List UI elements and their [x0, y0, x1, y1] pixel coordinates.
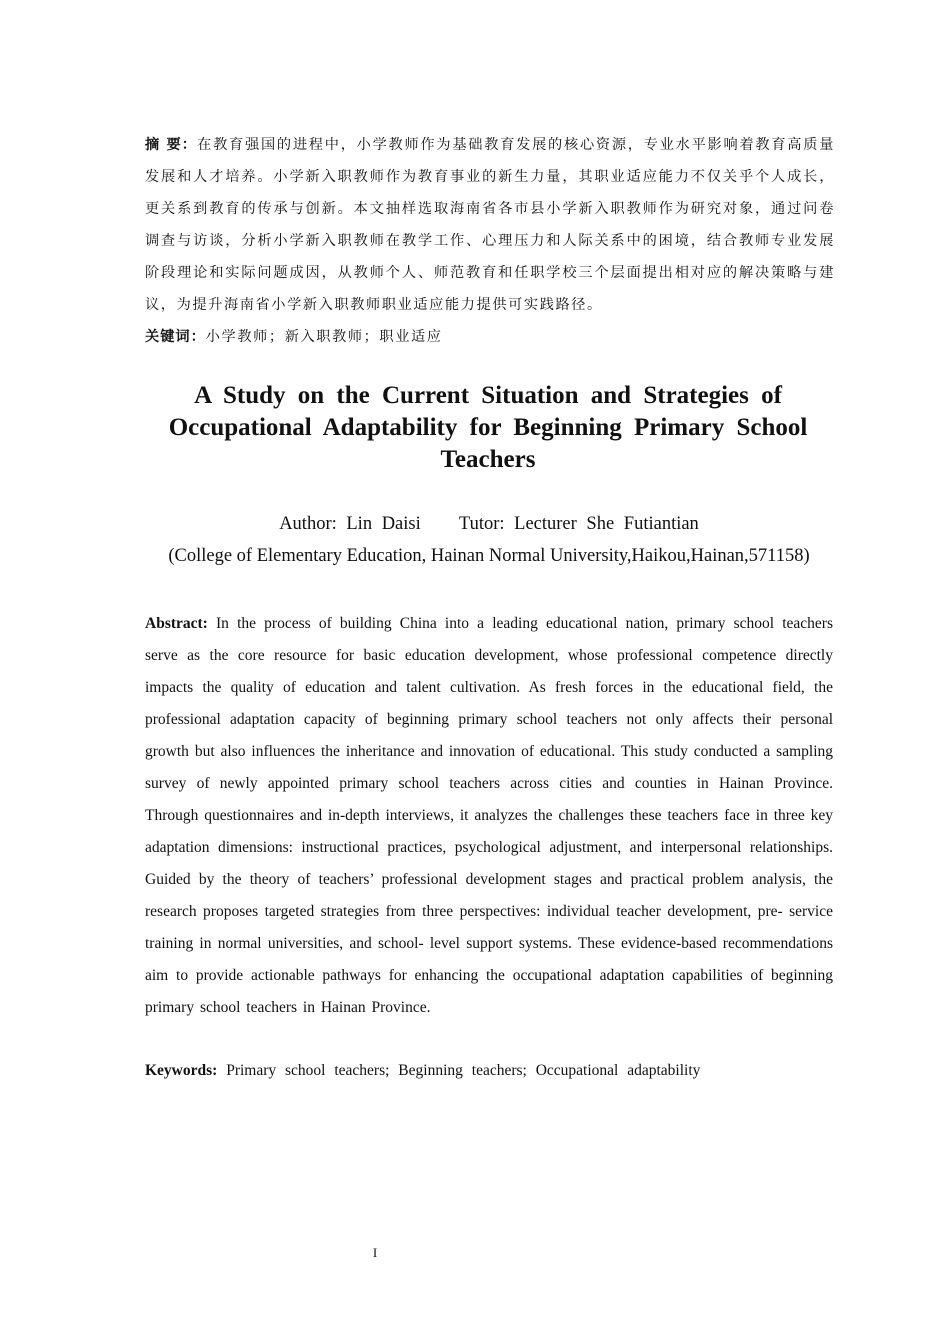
affiliation: (College of Elementary Education, Hainan Normal University,Haikou,Hainan,571158)	[168, 546, 810, 566]
author-label: Author:	[279, 514, 337, 534]
author-name: Lin Daisi	[346, 514, 421, 534]
english-abstract-label: Abstract:	[145, 615, 208, 632]
english-keywords-paragraph	[145, 1055, 833, 1087]
tutor-label: Tutor:	[458, 514, 505, 534]
page-number: I	[372, 1245, 378, 1260]
chinese-keywords-text: 小学教师；新入职教师；职业适应	[205, 329, 443, 345]
english-abstract-paragraph	[145, 608, 833, 1024]
english-keywords-text: Primary school teachers; Beginning teachers; Occupational adaptability	[226, 1062, 701, 1079]
english-keywords-label: Keywords:	[145, 1062, 218, 1079]
chinese-abstract-text: 在教育强国的进程中，小学教师作为基础教育发展的核心资源，专业水平影响着教育高质量发展和人才培养。小学新入职教师作为教育事业的新生力量，其职业适应能力不仅关乎个人成长，更关系到教育的传承与创新。本文抽样选取海南省各市县小学新入职教师作为研究对象，通过问卷调查与访谈，分析小学新入职教师在教学工作、心理压力和人际关系中的困境，结合教师专业发展阶段理论和实际问题成因，从教师个人、师范教育和任职学校三个层面提出相对应的解决策略与建议，为提升海南省小学新入职教师职业适应能力提供可实践路径。	[145, 137, 835, 313]
english-abstract-text: In the process of building China into a leading educational nation, primary school teachers serve as the core resource for basic education development, whose professional competence directly impacts the quality of education and talent cultivation. As fresh forces in the educational field, the professional adaptation capacity of beginning primary school teachers not only affects their personal growth but also influences the inheritance and innovation of educational. This study conducted a sampling survey of newly appointed primary school teachers across cities and counties in Hainan Province. Through questionnaires and in-depth interviews, it analyzes the challenges these teachers face in three key adaptation dimensions: instructional practices, psychological adjustment, and interpersonal relationships. Guided by the theory of teachers’ professional development stages and practical problem analysis, the research proposes targeted strategies from three perspectives: individual teacher development, pre- service training in normal universities, and school- level support systems. These evidence-based recommendations aim to provide actionable pathways for enhancing the occupational adaptation capabilities of beginning primary school teachers in Hainan Province.	[145, 615, 834, 1016]
chinese-abstract-label: 摘 要：	[145, 137, 198, 153]
chinese-keywords-paragraph	[145, 321, 835, 353]
chinese-abstract-paragraph	[145, 129, 835, 321]
tutor-name: Lecturer She Futiantian	[514, 514, 699, 534]
chinese-abstract-section	[145, 129, 835, 353]
author-line	[145, 510, 833, 538]
chinese-keywords-label: 关键词：	[145, 329, 206, 345]
english-title: A Study on the Current Situation and Strategies of Occupational Adaptability for Beginning Primary School Teachers	[168, 382, 808, 473]
